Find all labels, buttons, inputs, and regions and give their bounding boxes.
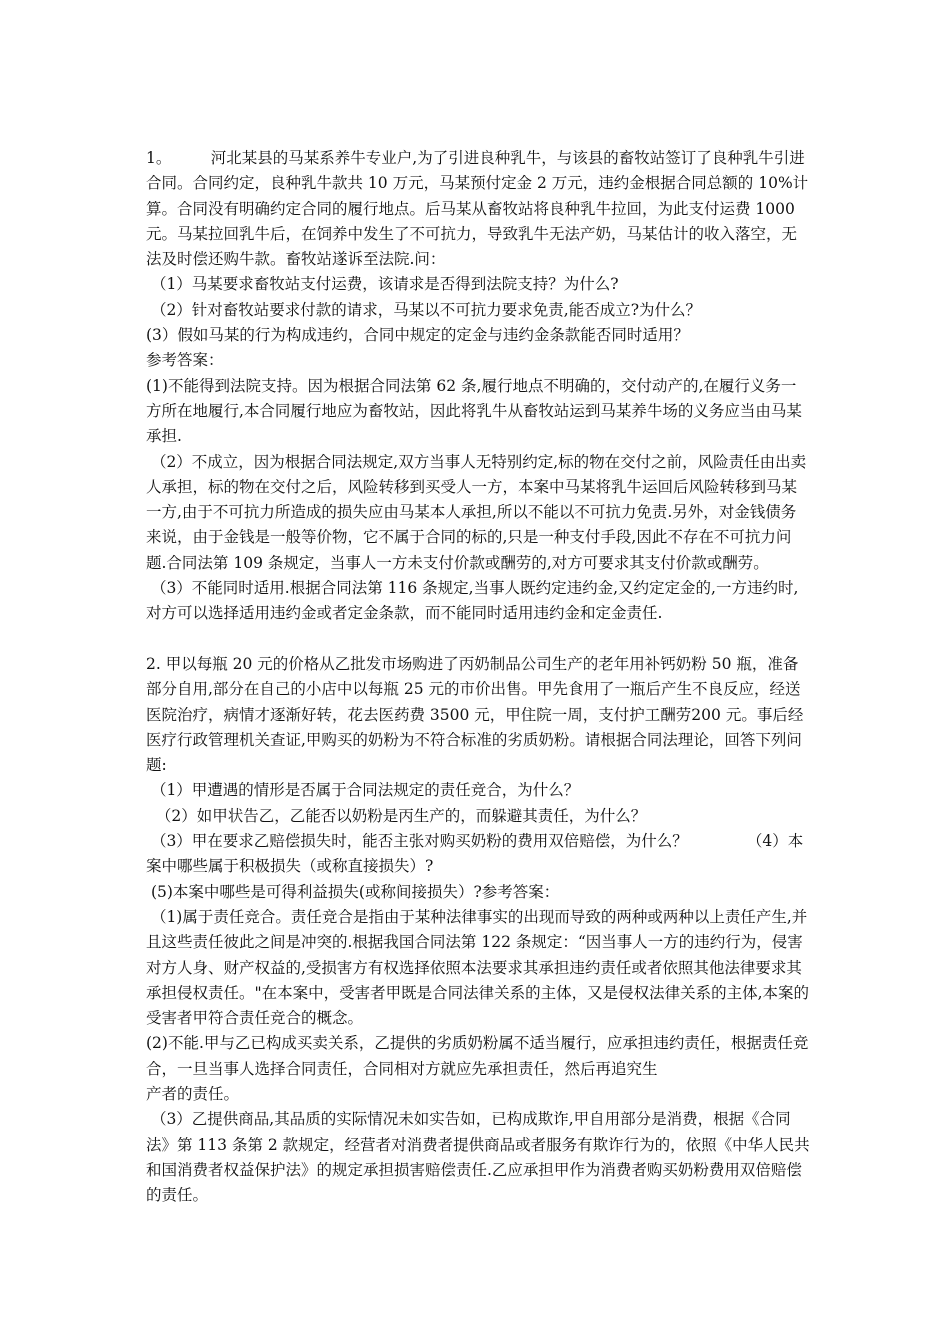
case2-question-2: （2）如甲状告乙，乙能否以奶粉是丙生产的，而躲避其责任，为什么？ [146, 806, 647, 825]
case1-answer-3: （3）不能同时适用.根据合同法第 116 条规定,当事人既约定违约金,又约定定金的,一方违约时,对方可以选择适用违约金或者定金条款，而不能同时适用违约金和定金责任. [146, 579, 799, 623]
case1-intro: 1。 河北某县的马某系养牛专业户,为了引进良种乳牛，与该县的畜牧站签订了良种乳牛引进合同。合同约定，良种乳牛款共 10 万元，马某预付定金 2 万元，违约金根据合同总额的 10%计算。合同没有明确约定合同的履行地点。后马某从畜牧站将良种乳牛拉回，为此支付运费 1000 元。马某拉回乳牛后，在饲养中发生了不可抗力，导致乳牛无法产奶，马某估计的收入落空，无法及时偿还购牛款。畜牧站遂诉至法院.问： [146, 149, 809, 269]
case2-answer-1: （1)属于责任竞合。责任竞合是指由于某种法律事实的出现而导致的两种或两种以上责任产生,并且这些责任彼此之间是冲突的.根据我国合同法第 122 条规定：“因当事人一方的违约行为，侵害对方人身、财产权益的,受损害方有权选择依照本法要求其承担违约责任或者依照其他法律要求其承担侵权责任。"在本案中，受害者甲既是合同法律关系的主体，又是侵权法律关系的主体,本案的受害者甲符合责任竞合的概念。 [146, 907, 810, 1028]
case2-question-5: (5)本案中哪些是可得利益损失(或称间接损失）?参考答案： [146, 882, 560, 901]
case2-question-3-4: （3）甲在要求乙赔偿损失时，能否主张对购买奶粉的费用双倍赔偿，为什么？ （4）本案中哪些属于积极损失（或称直接损失）? [146, 832, 804, 876]
section-spacer [146, 627, 810, 652]
case1-question-3: (3）假如马某的行为构成违约，合同中规定的定金与违约金条款能否同时适用？ [146, 326, 689, 345]
case2-answer-2-line-2: 产者的责任。 [146, 1084, 240, 1103]
case2-answer-2-line-1: (2)不能.甲与乙已构成买卖关系，乙提供的劣质奶粉属不适当履行，应承担违约责任，根据责任竞合，一旦当事人选择合同责任，合同相对方就应先承担责任，然后再追究生 [146, 1034, 809, 1078]
case2-answer-3: （3）乙提供商品,其品质的实际情况未如实告如，已构成欺诈,甲自用部分是消费，根据《合同法》第 113 条第 2 款规定，经营者对消费者提供商品或者服务有欺诈行为的，依照《中华人民共和国消费者权益保护法》的规定承担损害赔偿责任.乙应承担甲作为消费者购买奶粉费用双倍赔偿的责任。 [146, 1110, 810, 1205]
case1-answer-label: 参考答案： [146, 351, 224, 370]
case1-question-2: （2）针对畜牧站要求付款的请求，马某以不可抗力要求免责,能否成立?为什么？ [146, 300, 702, 319]
case1-question-1: （1）马某要求畜牧站支付运费，该请求是否得到法院支持？为什么? [146, 275, 619, 294]
case2-intro: 2. 甲以每瓶 20 元的价格从乙批发市场购进了丙奶制品公司生产的老年用补钙奶粉 50 瓶，准备部分自用,部分在自己的小店中以每瓶 25 元的市价出售。甲先食用了一瓶后产生不良反应，经送医院治疗，病情才逐渐好转，花去医药费 3500 元，甲住院一周，支付护工酬劳200 元。事后经医疗行政管理机关查证,甲购买的奶粉为不符合标准的劣质奶粉。请根据合同法理论，回答下列问题: [146, 654, 804, 775]
case1-answer-1: (1)不能得到法院支持。因为根据合同法第 62 条,履行地点不明确的，交付动产的,在履行义务一方所在地履行,本合同履行地应为畜牧站，因此将乳牛从畜牧站运到马某养牛场的义务应当由马某承担. [146, 376, 802, 446]
case1-answer-2: （2）不成立，因为根据合同法规定,双方当事人无特别约定,标的物在交付之前，风险责任由出卖人承担，标的物在交付之后，风险转移到买受人一方，本案中马某将乳牛运回后风险转移到马某一方,由于不可抗力所造成的损失应由马某本人承担,所以不能以不可抗力免责.另外，对金钱债务来说，由于金钱是一般等价物，它不属于合同的标的,只是一种支付手段,因此不存在不可抗力问题.合同法第 109 条规定，当事人一方未支付价款或酬劳的,对方可要求其支付价款或酬劳。 [146, 452, 807, 572]
document-page [146, 146, 810, 1208]
case2-question-1: （1）甲遭遇的情形是否属于合同法规定的责任竞合，为什么？ [146, 781, 580, 800]
